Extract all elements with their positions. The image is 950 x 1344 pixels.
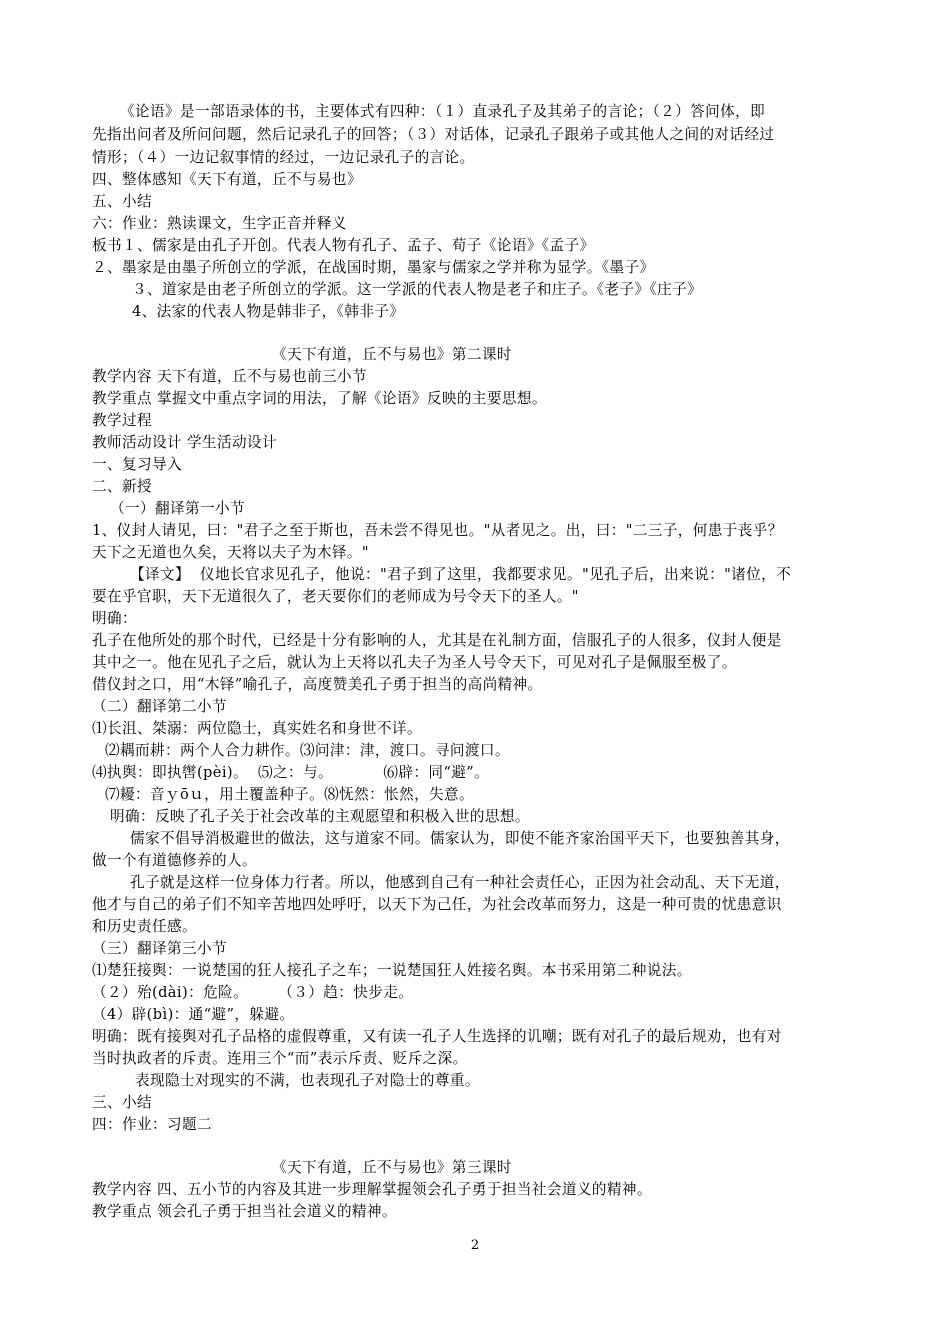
text-line: 教学重点 掌握文中重点字词的用法，了解《论语》反映的主要思想。: [92, 390, 547, 407]
text-line: 明确：既有接舆对孔子品格的虚假尊重，又有读一孔子人生选择的讥嘲；既有对孔子的最后规劝，也有对: [92, 1028, 782, 1045]
text-line: （三）翻译第三小节: [92, 940, 227, 957]
text-line: 六：作业：熟读课文，生字正音并释义: [92, 215, 347, 232]
text-line: 四、整体感知《天下有道，丘不与易也》: [92, 171, 362, 188]
text-line: 板书１、儒家是由孔子开创。代表人物有孔子、孟子、荀子《论语》《孟子》: [92, 237, 595, 254]
section-title: 《天下有道，丘不与易也》第二课时: [272, 346, 512, 363]
page-number: 2: [470, 1238, 480, 1253]
text-line: （２）殆(dài)：危险。 （３）趋：快步走。: [92, 984, 414, 1001]
text-line: 他才与自己的弟子们不知辛苦地四处呼吁，以天下为己任，为社会改革而努力，这是一种可贵的忧患意识: [92, 896, 782, 913]
text-line: 做一个有道德修养的人。: [92, 852, 257, 869]
text-line: ⑷执舆：即执辔(pèi)。 ⑸之：与。 ⑹辟：同“避”。: [92, 764, 490, 781]
text-line: 先指出问者及所问问题，然后记录孔子的回答；（３）对话体，记录孔子跟弟子或其他人之间的对话经过: [92, 126, 775, 143]
text-line: ２、墨家是由墨子所创立的学派，在战国时期，墨家与儒家之学并称为显学。《墨子》: [92, 259, 655, 276]
text-line: 【译文】 仪地长官求见孔子，他说："君子到了这里，我都要求见。"见孔子后，出来说："诸位，不: [130, 566, 792, 583]
text-line: 当时执政者的斥责。连用三个“而”表示斥责、贬斥之深。: [92, 1050, 468, 1067]
text-line: 借仪封之口，用“木铎”喻孔子，高度赞美孔子勇于担当的高尚精神。: [92, 676, 543, 693]
text-line: 孔子在他所处的那个时代，已经是十分有影响的人，尤其是在礼制方面，信服孔子的人很多，仪封人便是: [92, 632, 782, 649]
text-line: 情形；（４）一边记叙事情的经过，一边记录孔子的言论。: [92, 149, 475, 166]
text-line: 二、新授: [92, 478, 152, 495]
text-line: ３、道家是由老子所创立的学派。这一学派的代表人物是老子和庄子。《老子》《庄子》: [132, 281, 703, 298]
text-line: （4）辟(bì)：通“避”，躲避。: [92, 1006, 295, 1023]
text-line: 四：作业：习题二: [92, 1116, 212, 1133]
text-line: 教学过程: [92, 412, 152, 429]
text-line: 4、法家的代表人物是韩非子，《韩非子》: [132, 303, 405, 320]
text-line: （二）翻译第二小节: [92, 698, 227, 715]
text-line: 孔子就是这样一位身体力行者。所以，他感到自己有一种社会责任心，正因为社会动乱、天下无道，: [130, 874, 790, 891]
text-line: 1、仪封人请见，曰："君子之至于斯也，吾未尝不得见也。"从者见之。出，曰："二三子，何患于丧乎？: [92, 522, 783, 539]
text-line: 教学重点 领会孔子勇于担当社会道义的精神。: [92, 1203, 397, 1220]
text-line: ⑺耰：音ｙōｕ，用土覆盖种子。⑻怃然：怅然，失意。: [105, 786, 475, 803]
text-line: ⑴长沮、桀溺：两位隐士，真实姓名和身世不详。: [92, 720, 422, 737]
text-line: ⑴楚狂接舆：一说楚国的狂人接孔子之车；一说楚国狂人姓接名舆。本书采用第二种说法。: [92, 962, 692, 979]
text-line: 《论语》是一部语录体的书，主要体式有四种：（１）直录孔子及其弟子的言论；（２）答问体，即: [120, 103, 766, 120]
section-title: 《天下有道，丘不与易也》第三课时: [272, 1159, 512, 1176]
text-line: 教学内容 四、五小节的内容及其进一步理解掌握领会孔子勇于担当社会道义的精神。: [92, 1181, 652, 1198]
text-line: 教学内容 天下有道，丘不与易也前三小节: [92, 368, 367, 385]
text-line: 五、小结: [92, 193, 152, 210]
text-line: 其中之一。他在见孔子之后，就认为上天将以孔夫子为圣人号令天下，可见对孔子是佩服至极了。: [92, 654, 737, 671]
text-line: 教师活动设计 学生活动设计: [92, 434, 277, 451]
text-line: 明确：: [92, 610, 137, 627]
text-line: 三、小结: [92, 1094, 152, 1111]
text-line: 一、复习导入: [92, 456, 182, 473]
text-line: 表现隐士对现实的不满，也表现孔子对隐士的尊重。: [135, 1072, 480, 1089]
text-line: 儒家不倡导消极避世的做法，这与道家不同。儒家认为，即使不能齐家治国平天下，也要独善其身，: [130, 830, 790, 847]
text-line: 明确：反映了孔子关于社会改革的主观愿望和积极入世的思想。: [110, 808, 530, 825]
text-line: 和历史责任感。: [92, 918, 197, 935]
text-line: 天下之无道也久矣，天将以夫子为木铎。": [92, 544, 370, 561]
text-line: （一）翻译第一小节: [110, 500, 245, 517]
text-line: ⑵耦而耕：两个人合力耕作。⑶问津：津，渡口。寻问渡口。: [105, 742, 510, 759]
text-line: 要在乎官职，天下无道很久了，老天要你们的老师成为号令天下的圣人。": [92, 588, 579, 605]
